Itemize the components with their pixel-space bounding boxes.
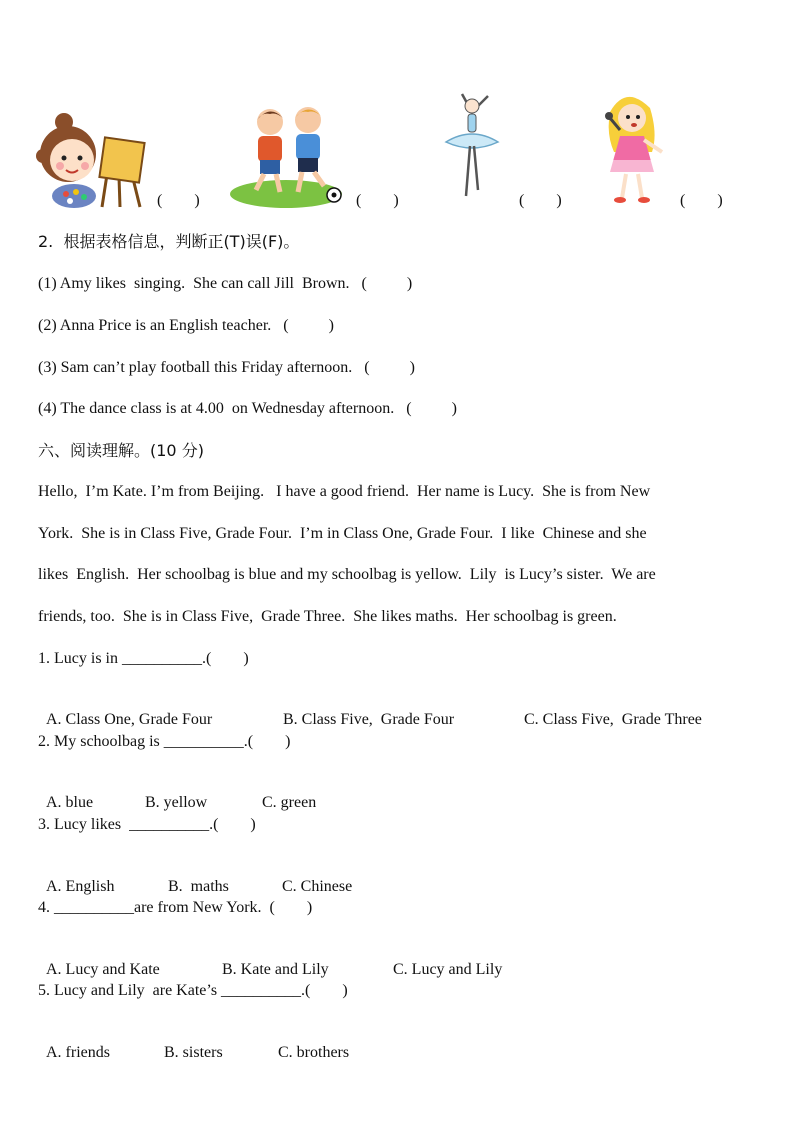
question-5: 5. Lucy and Lily are Kate’s __________.( ) (38, 982, 348, 999)
answer-paren-2: ( ) (356, 192, 399, 209)
options-1 (38, 690, 702, 730)
question-3: 3. Lucy likes __________.( ) (38, 816, 256, 833)
option-b: B. Kate and Lily (222, 961, 329, 978)
option-a: A. English (46, 878, 115, 895)
question-1: 1. Lucy is in __________.( ) (38, 650, 249, 667)
section2-title: 2. 根据表格信息，判断正(T)误(F)。 (38, 232, 300, 251)
option-a: A. Class One, Grade Four (46, 711, 213, 728)
tf-item-4: (4) The dance class is at 4.00 on Wednesday afternoon. ( ) (38, 400, 457, 417)
answer-paren-1: ( ) (157, 192, 200, 209)
tf-item-1: (1) Amy likes singing. She can call Jill Brown. ( ) (38, 275, 413, 292)
question-2: 2. My schoolbag is __________.( ) (38, 733, 291, 750)
option-a: A. friends (46, 1044, 110, 1061)
passage-line: Hello, I’m Kate. I’m from Beijing. I have a good friend. Her name is Lucy. She is from New (38, 483, 651, 500)
girl-singing-image (592, 90, 676, 206)
question-4: 4. __________are from New York. ( ) (38, 899, 313, 916)
option-c: C. Chinese (282, 878, 353, 895)
passage-line: friends, too. She is in Class Five, Grade Three. She likes maths. Her schoolbag is green. (38, 608, 617, 625)
answer-paren-3: ( ) (519, 192, 562, 209)
section6-title: 六、阅读理解。(10 分) (38, 441, 204, 460)
option-c: C. brothers (278, 1044, 350, 1061)
option-b: B. yellow (145, 794, 208, 811)
option-a: A. blue (46, 794, 94, 811)
options-5 (38, 1023, 349, 1063)
passage-line: York. She is in Class Five, Grade Four. I’m in Class One, Grade Four. I like Chinese and she (38, 525, 647, 542)
tf-item-3: (3) Sam can’t play football this Friday afternoon. ( ) (38, 359, 415, 376)
girl-dancing-ballet-image (432, 90, 512, 206)
option-b: B. maths (168, 878, 229, 895)
option-c: C. Class Five, Grade Three (524, 711, 702, 728)
option-c: C. Lucy and Lily (393, 961, 503, 978)
option-b: B. sisters (164, 1044, 223, 1061)
options-2 (38, 773, 316, 813)
passage-line: likes English. Her schoolbag is blue and my schoolbag is yellow. Lily is Lucy’s sister. We are (38, 566, 656, 583)
answer-paren-4: ( ) (680, 192, 723, 209)
option-a: A. Lucy and Kate (46, 961, 160, 978)
girl-painting-image (36, 112, 148, 210)
boys-playing-football-image (230, 102, 346, 210)
option-b: B. Class Five, Grade Four (283, 711, 455, 728)
tf-item-2: (2) Anna Price is an English teacher. ( ) (38, 317, 334, 334)
option-c: C. green (262, 794, 317, 811)
options-3 (38, 857, 352, 897)
options-4 (38, 940, 502, 980)
